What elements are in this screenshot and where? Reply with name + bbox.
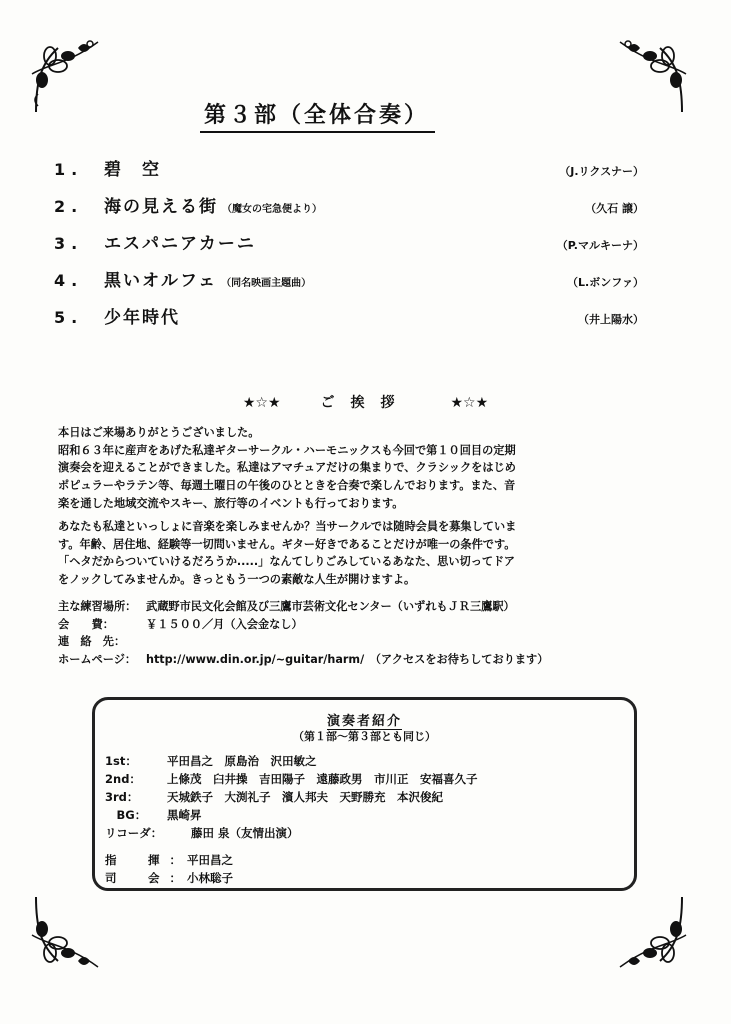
info-label: 主な練習場所： — [58, 600, 137, 613]
program-subtitle: （同名映画主題曲） — [221, 278, 312, 289]
program-title: 海の見える街 — [104, 197, 218, 217]
corner-ornament-top-left — [28, 34, 108, 114]
info-label: ホームページ： — [58, 652, 137, 666]
member-names: 上條茂 臼井操 吉田陽子 遠藤政男 市川正 安福喜久子 — [167, 772, 478, 786]
program-title: 少年時代 — [104, 308, 180, 328]
member-names: 黒崎昇 — [167, 808, 202, 822]
info-row-practice-place — [58, 598, 678, 616]
performers-box — [92, 697, 637, 891]
program-number: 5. — [54, 308, 84, 327]
floral-ornament-icon — [28, 895, 108, 975]
info-row-homepage — [58, 651, 678, 669]
text-line: をノックしてみませんか。きっともう一つの素敵な人生が開けますよ。 — [58, 573, 416, 587]
circle-info — [58, 598, 678, 668]
program-composer: （久石 譲） — [585, 202, 644, 215]
program-number: 1. — [54, 160, 84, 179]
program-item — [54, 266, 644, 290]
greeting-paragraph-1 — [58, 424, 648, 513]
program-number: 2. — [54, 197, 84, 216]
staff-role: 指 揮： — [105, 853, 191, 867]
page-title: 第３部（全体合奏） — [200, 98, 435, 133]
program-composer: （J.リクスナー） — [559, 165, 644, 178]
corner-ornament-bottom-right — [610, 895, 690, 975]
text-line: す。年齢、居住地、経験等一切問いません。ギター好きであることだけが唯一の条件です。 — [58, 537, 516, 551]
corner-ornament-top-right — [610, 34, 690, 114]
star-icon: ★☆★ — [450, 395, 489, 411]
member-row — [105, 789, 478, 807]
member-part: 1st： — [105, 754, 137, 768]
program-composer: （P.マルキーナ） — [556, 239, 644, 252]
member-row — [105, 825, 478, 843]
info-row-contact — [58, 633, 678, 651]
homepage-link[interactable]: http://www.din.or.jp/~guitar/harm/ （アクセスをお待ちしております） — [146, 652, 549, 666]
member-row — [105, 771, 478, 789]
program-number: 4. — [54, 271, 84, 290]
greeting-paragraph-2 — [58, 518, 648, 589]
program-composer: （L.ボンファ） — [567, 276, 644, 289]
program-title: 黒いオルフェ — [104, 271, 218, 291]
corner-ornament-bottom-left — [28, 895, 108, 975]
program-item — [54, 192, 644, 216]
info-row-fee — [58, 616, 678, 634]
greeting-heading-text: ご挨拶 — [320, 395, 411, 411]
text-line: あなたも私達といっしょに音楽を楽しみませんか？当サークルでは随時会員を募集していま — [58, 520, 517, 533]
program-title: エスパニアカーニ — [104, 234, 256, 254]
text-line: 楽を通した地域交流やスキー、旅行等のイベントも行っております。 — [58, 496, 404, 510]
text-line: 演奏会を迎えることができました。私達はアマチュアだけの集まりで、クラシックをはじめ — [58, 461, 516, 475]
performers-title-text: 演奏者紹介 — [326, 714, 402, 729]
text-line: 「ヘタだからついていけるだろうか.....」なんてしりごみしているあなた、思い切ってドア — [58, 555, 515, 569]
star-icon: ★☆★ — [242, 395, 281, 411]
program-item — [54, 229, 644, 253]
floral-ornament-icon — [610, 895, 690, 975]
member-part: BG： — [105, 808, 147, 822]
program-title: 碧 空 — [104, 160, 161, 180]
info-label: 会 費： — [58, 617, 114, 631]
staff-name: 小林聡子 — [187, 871, 233, 885]
floral-ornament-icon — [610, 34, 690, 114]
text-line: ポピュラーやラテン等、毎週土曜日の午後のひとときを合奏で楽しんでおります。また、音 — [58, 479, 516, 493]
program-number: 3. — [54, 234, 84, 253]
program-item — [54, 155, 644, 179]
program-composer: （井上陽水） — [578, 313, 644, 326]
staff-list — [105, 852, 233, 888]
text-line: 昭和６３年に産声をあげた私達ギターサークル・ハーモニックスも今回で第１０回目の定期 — [58, 443, 516, 457]
performers-title — [95, 710, 634, 729]
member-part: 2nd： — [105, 772, 141, 786]
floral-ornament-icon — [28, 34, 108, 114]
text-line: 本日はご来場ありがとうございました。 — [58, 426, 260, 439]
staff-role: 司 会： — [105, 871, 191, 885]
program-item — [54, 303, 644, 327]
staff-row — [105, 870, 233, 888]
member-names: 平田昌之 原島治 沢田敏之 — [167, 754, 317, 768]
info-value: ￥１５００／月（入会金なし） — [146, 617, 303, 631]
member-row — [105, 807, 478, 825]
member-list — [105, 753, 478, 843]
staff-name: 平田昌之 — [187, 853, 233, 867]
info-value: 武蔵野市民文化会館及び三鷹市芸術文化センター（いずれもＪＲ三鷹駅） — [146, 600, 515, 613]
member-names: 藤田 泉（友情出演） — [191, 826, 299, 840]
info-label: 連 絡 先： — [58, 635, 126, 648]
staff-row — [105, 852, 233, 870]
member-part: リコーダ： — [105, 826, 163, 840]
member-row — [105, 753, 478, 771]
performers-subtitle: （第１部～第３部とも同じ） — [293, 730, 436, 743]
member-part: 3rd： — [105, 790, 139, 804]
greeting-heading — [0, 392, 731, 412]
program-subtitle: （魔女の宅急便より） — [222, 204, 322, 215]
member-names: 天城鉄子 大渕礼子 濱人邦夫 天野勝充 本沢俊紀 — [167, 790, 443, 804]
